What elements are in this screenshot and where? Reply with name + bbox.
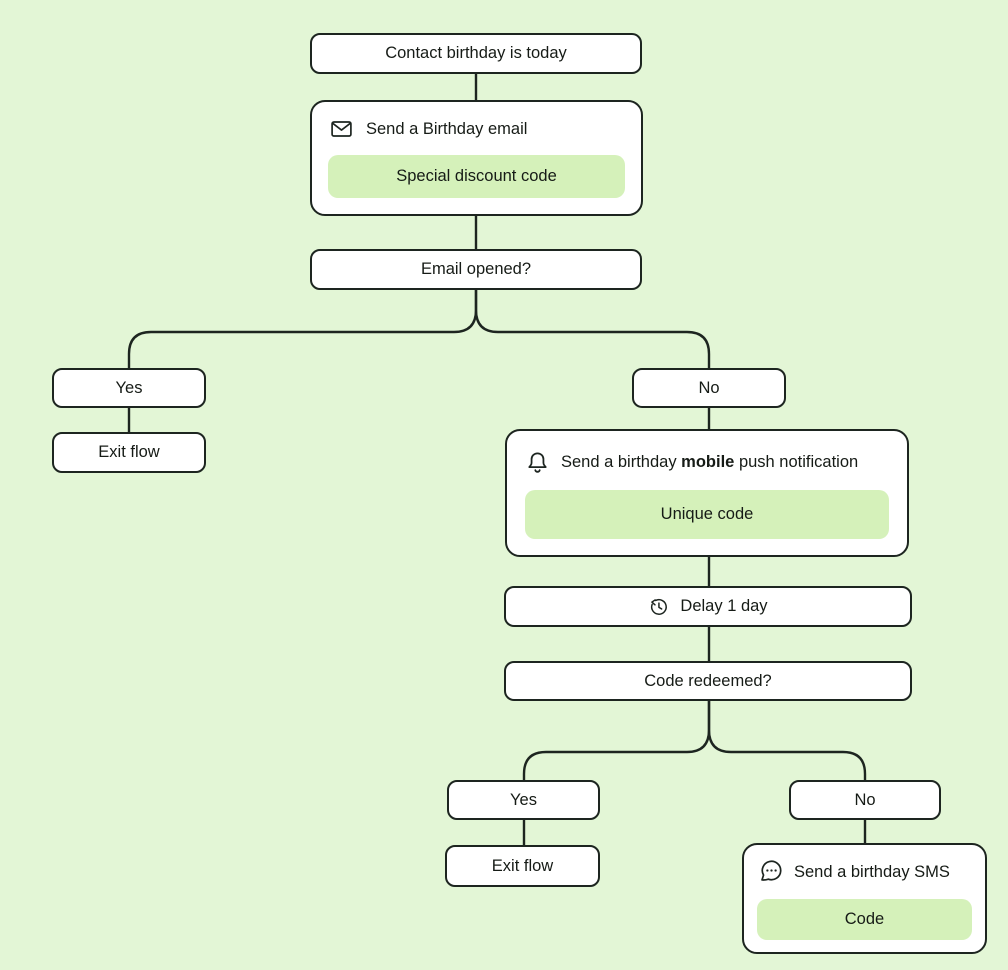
node-label: Send a Birthday email [366, 119, 528, 138]
history-clock-icon [648, 596, 669, 617]
node-yes-left[interactable] [52, 368, 206, 408]
node-label: Send a birthday SMS [794, 862, 950, 881]
pill-code[interactable]: Code [757, 899, 972, 940]
edge-redeemed-yes [524, 701, 709, 780]
edge-redeemed-no [709, 701, 865, 780]
edge-opened-yes [129, 290, 476, 368]
node-label: Exit flow [98, 443, 160, 461]
node-label: Yes [115, 378, 143, 397]
node-label: No [854, 790, 876, 809]
node-label: Yes [510, 790, 537, 809]
pill-unique-code[interactable]: Unique code [525, 490, 889, 539]
bell-icon [525, 450, 550, 475]
node-send-birthday-email[interactable] [310, 100, 643, 216]
pill-special-discount-code[interactable]: Special discount code [328, 155, 625, 198]
node-label: Exit flow [491, 856, 554, 875]
edge-opened-no [476, 290, 709, 368]
node-delay-1-day[interactable] [504, 586, 912, 627]
node-send-birthday-sms[interactable] [742, 843, 987, 954]
chat-bubble-icon [757, 859, 783, 885]
node-email-opened[interactable] [310, 249, 642, 290]
node-send-push-notification[interactable] [505, 429, 909, 557]
node-label: No [698, 378, 720, 397]
node-label: Send a birthday mobile push notification [561, 452, 859, 471]
node-header [757, 857, 972, 887]
node-header [648, 592, 767, 622]
node-header [525, 447, 889, 477]
node-contact-birthday[interactable] [310, 33, 642, 74]
node-yes-bottom[interactable] [447, 780, 600, 820]
node-label: Email opened? [420, 260, 532, 278]
node-header [328, 114, 625, 144]
node-label: Contact birthday is today [385, 44, 567, 62]
node-exit-flow-bottom[interactable] [445, 845, 600, 887]
node-label: Delay 1 day [680, 597, 768, 615]
node-exit-flow-left[interactable] [52, 432, 206, 473]
envelope-icon [328, 117, 355, 141]
node-code-redeemed[interactable] [504, 661, 912, 701]
node-label: Code redeemed? [644, 671, 772, 690]
node-no-right[interactable] [632, 368, 786, 408]
node-no-bottom[interactable] [789, 780, 941, 820]
